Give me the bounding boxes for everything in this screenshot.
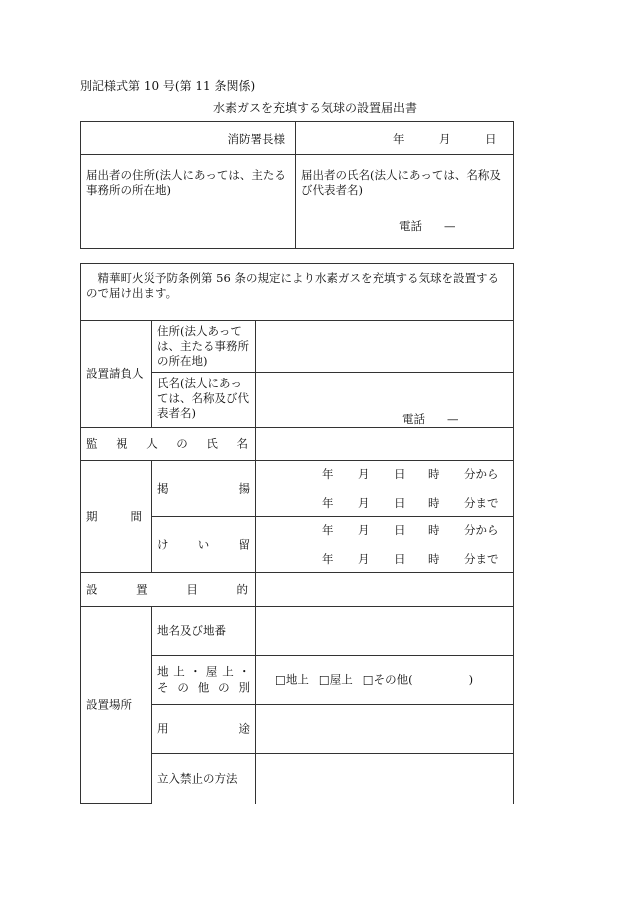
ground-label-line1 <box>157 664 250 679</box>
label-char: 日 <box>394 496 406 510</box>
label-char: 名 <box>236 436 248 451</box>
label-char: 月 <box>358 467 370 481</box>
contractor-label-cell <box>81 321 152 428</box>
label-char: 時 <box>428 552 440 566</box>
ground-type-field <box>256 656 514 705</box>
label-char: 分まで <box>464 496 499 510</box>
label-char: 地 <box>157 664 169 679</box>
ground-label-cell <box>152 656 256 705</box>
restriction-field[interactable] <box>256 754 514 804</box>
label-char: 留 <box>238 537 250 551</box>
option-other-checkbox[interactable]: □その他( <box>362 672 413 687</box>
label-char: 月 <box>358 552 370 566</box>
label-char: 時 <box>428 496 440 510</box>
applicant-name-label: 届出者の氏名(法人にあっては、名称及び代表者名) <box>301 168 501 197</box>
label-char: 年 <box>322 467 334 481</box>
label-char: 監 <box>86 436 98 451</box>
option-rooftop-checkbox[interactable]: □屋上 <box>318 672 353 687</box>
label-char: 設 <box>86 582 98 596</box>
intro-text: 精華町火災予防条例第 56 条の規定により水素ガスを充填する気球を設置するので届け出ます。 <box>86 271 499 300</box>
label-char: ・ <box>189 664 202 679</box>
notification-header-table <box>80 121 514 249</box>
supervisor-label-cell <box>81 428 256 461</box>
restriction-label <box>157 771 250 786</box>
label-char: 日 <box>394 467 406 481</box>
label-char: 人 <box>146 436 158 451</box>
label-char: 年 <box>322 523 334 537</box>
contractor-name-field[interactable] <box>256 373 514 428</box>
label-char: 時 <box>428 467 440 481</box>
supervisor-label <box>86 437 248 452</box>
fire-chief-cell <box>81 122 296 155</box>
applicant-phone <box>399 219 456 234</box>
use-label-cell <box>152 705 256 754</box>
label-char: 的 <box>236 582 248 596</box>
phone-dash: — <box>447 412 459 426</box>
label-char: け <box>157 537 169 551</box>
label-char: 目 <box>186 582 198 596</box>
lot-label <box>157 624 250 639</box>
supervisor-name-field[interactable] <box>256 428 514 461</box>
contractor-label: 設置請負人 <box>86 366 144 381</box>
label-char: 屋 <box>205 664 218 679</box>
option-other-close: ) <box>468 672 474 687</box>
form-number: 別記様式第 10 号(第 11 条関係) <box>80 79 256 93</box>
label-char: そ <box>157 680 169 695</box>
balloon-installation-table <box>80 263 514 804</box>
contractor-address-label: 住所(法人あっては、主たる事務所の所在地) <box>157 324 249 368</box>
applicant-address-cell[interactable] <box>81 155 296 249</box>
label-char: 月 <box>358 496 370 510</box>
label-char: 置 <box>136 582 148 596</box>
label-char: 途 <box>238 721 250 736</box>
raise-period-field[interactable] <box>256 461 514 517</box>
moor-label-cell <box>152 517 256 573</box>
label-char: 年 <box>322 552 334 566</box>
label-char: 立入禁止の方法 <box>157 771 238 786</box>
label-char: の <box>177 680 189 695</box>
date-day: 日 <box>485 132 497 146</box>
label-char: ・ <box>238 664 250 679</box>
purpose-field[interactable] <box>256 573 514 607</box>
label-char: 分まで <box>464 552 499 566</box>
phone-label: 電話 <box>399 219 422 233</box>
fire-chief-addressee: 消防署長様 <box>227 132 285 146</box>
contractor-address-label-cell <box>152 321 256 373</box>
label-char: 視 <box>116 436 128 451</box>
phone-label: 電話 <box>402 412 425 426</box>
label-char: い <box>197 537 210 551</box>
label-char: 分から <box>464 467 499 481</box>
label-char: 掲 <box>157 481 169 495</box>
moor-period-field[interactable] <box>256 517 514 573</box>
label-char: 地名及び地番 <box>157 623 226 638</box>
use-label <box>157 722 250 737</box>
label-char: 揚 <box>238 481 250 495</box>
label-char: 年 <box>322 496 334 510</box>
label-char: 上 <box>173 664 185 679</box>
intro-cell <box>81 264 514 321</box>
location-label: 設置場所 <box>86 697 132 712</box>
label-char: 期 <box>86 509 98 523</box>
lot-field[interactable] <box>256 607 514 656</box>
contractor-address-field[interactable] <box>256 321 514 373</box>
label-char: 日 <box>394 523 406 537</box>
date-cell[interactable] <box>296 122 514 155</box>
label-char: の <box>176 436 188 451</box>
lot-label-cell <box>152 607 256 656</box>
period-label <box>86 509 142 524</box>
contractor-phone <box>402 412 459 427</box>
purpose-label-cell <box>81 573 256 607</box>
ground-type-options <box>275 673 473 688</box>
location-label-cell <box>81 607 152 804</box>
label-char: 別 <box>238 680 250 695</box>
contractor-name-label-cell <box>152 373 256 428</box>
date-year: 年 <box>393 132 405 146</box>
label-char: 上 <box>222 664 234 679</box>
label-char: 用 <box>157 721 169 736</box>
label-char: 氏 <box>206 436 218 451</box>
label-char: 他 <box>197 680 210 695</box>
label-char: 間 <box>130 509 142 523</box>
label-char: 日 <box>394 552 406 566</box>
contractor-name-label: 氏名(法人にあっては、名称及び代表者名) <box>157 376 249 420</box>
period-label-cell <box>81 461 152 573</box>
applicant-address-label: 届出者の住所(法人にあっては、主たる事務所の所在地) <box>86 168 286 197</box>
label-char: の <box>218 680 230 695</box>
moor-label <box>157 537 250 552</box>
label-char: 月 <box>358 523 370 537</box>
date-month: 月 <box>439 132 451 146</box>
applicant-name-cell[interactable] <box>296 155 514 249</box>
purpose-label <box>86 582 248 597</box>
label-char: 時 <box>428 523 440 537</box>
raise-label-cell <box>152 461 256 517</box>
restriction-label-cell <box>152 754 256 804</box>
phone-dash: — <box>444 219 456 233</box>
label-char: 分から <box>464 523 499 537</box>
option-ground-checkbox[interactable]: □地上 <box>275 672 309 687</box>
raise-label <box>157 481 250 496</box>
ground-label-line2 <box>157 681 250 696</box>
document-title: 水素ガスを充填する気球の設置届出書 <box>212 101 417 115</box>
use-field[interactable] <box>256 705 514 754</box>
